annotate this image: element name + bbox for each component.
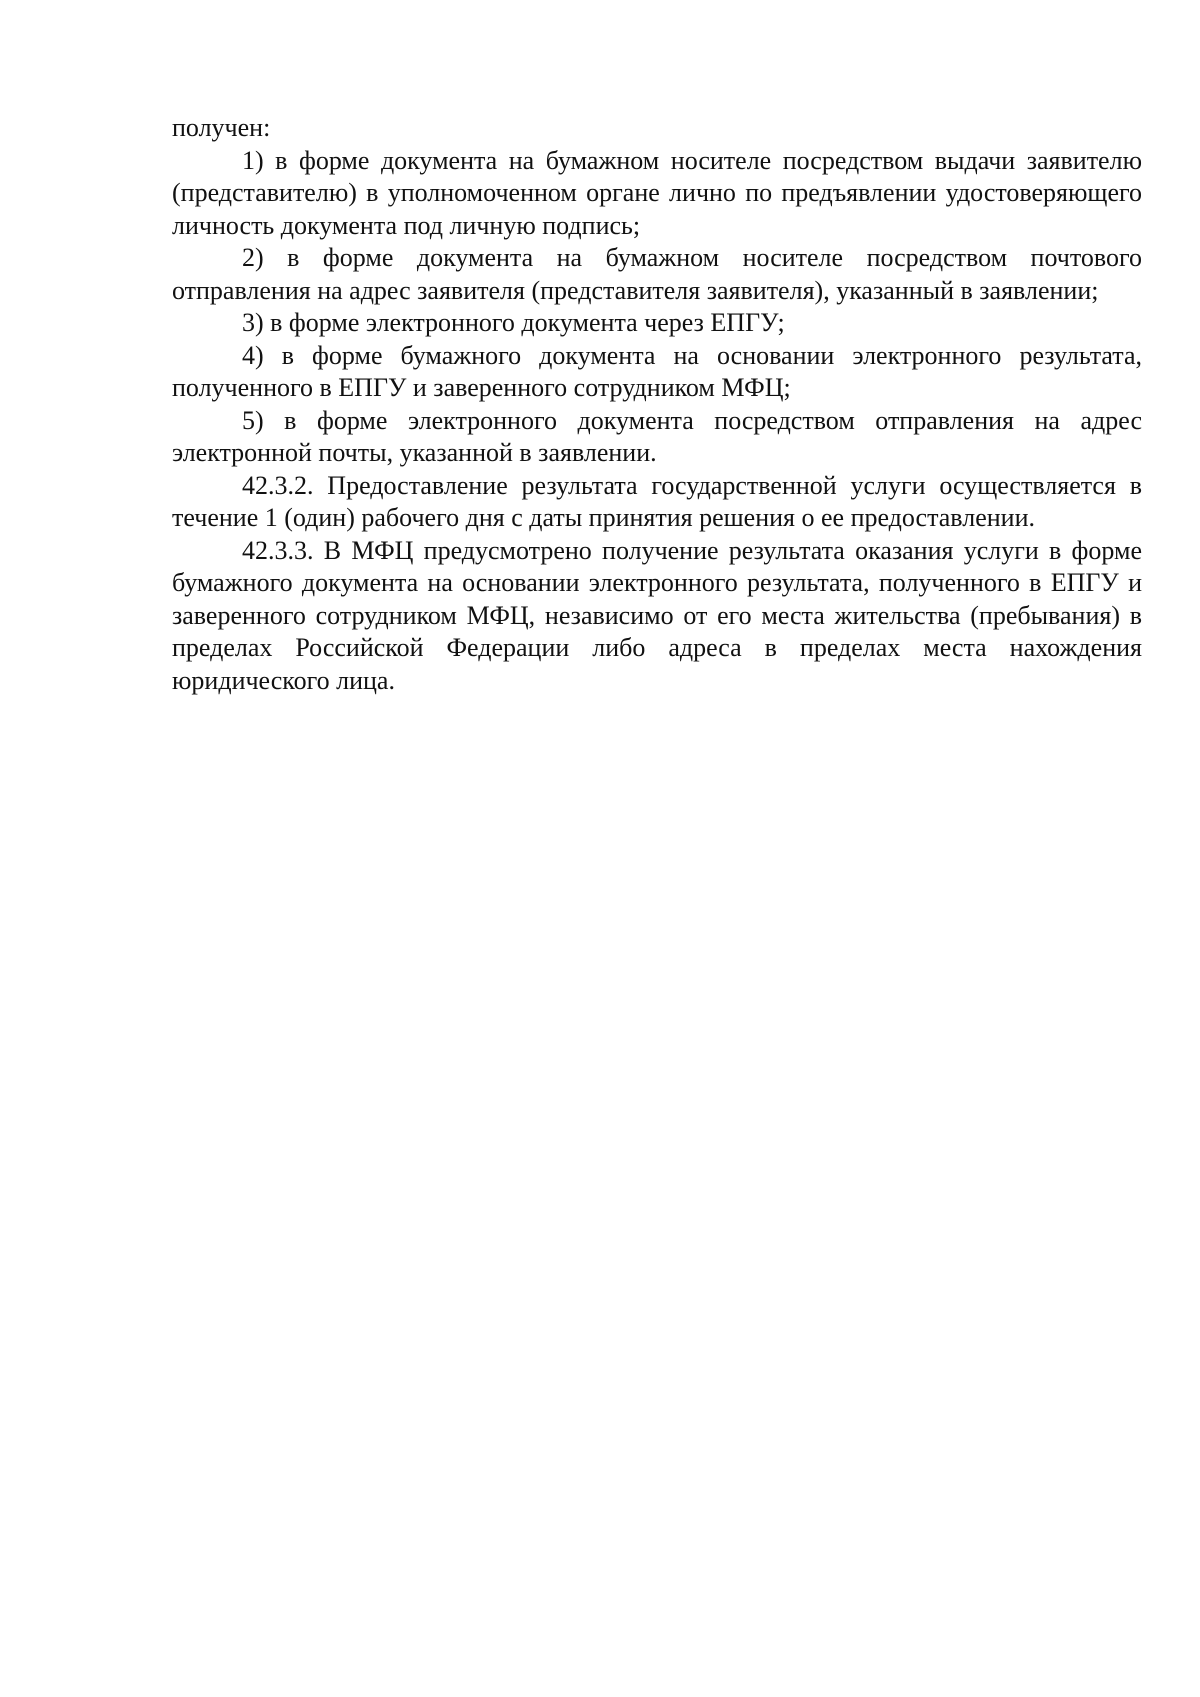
paragraph-item-3: 3) в форме электронного документа через ЕПГУ; bbox=[242, 308, 785, 337]
document-text-body bbox=[172, 112, 1142, 697]
paragraph-42-3-2: 42.3.2. Предоставление результата государственной услуги осуществляется в течение 1 (один) рабочего дня с даты принятия решения о ее предоставлении. bbox=[172, 470, 1142, 532]
paragraph-item-1: 1) в форме документа на бумажном носителе посредством выдачи заявителю (представителю) в уполномоченном органе лично по предъявлении удостоверяющего личность документа под личную подпись; bbox=[172, 145, 1142, 240]
paragraph-item-5: 5) в форме электронного документа посредством отправления на адрес электронной почты, указанной в заявлении. bbox=[172, 405, 1142, 467]
paragraph-item-4: 4) в форме бумажного документа на основании электронного результата, полученного в ЕПГУ и заверенного сотрудником МФЦ; bbox=[172, 340, 1142, 402]
paragraph-42-3-3: 42.3.3. В МФЦ предусмотрено получение результата оказания услуги в форме бумажного документа на основании электронного результата, полученного в ЕПГУ и заверенного сотрудником МФЦ, независимо от его места жительства (пребывания) в пределах Российской Федерации либо адреса в пределах места нахождения юридического лица. bbox=[172, 535, 1142, 695]
paragraph-item-2: 2) в форме документа на бумажном носителе посредством почтового отправления на адрес заявителя (представителя заявителя), указанный в заявлении; bbox=[172, 243, 1142, 305]
paragraph-continuation: получен: bbox=[172, 113, 271, 142]
